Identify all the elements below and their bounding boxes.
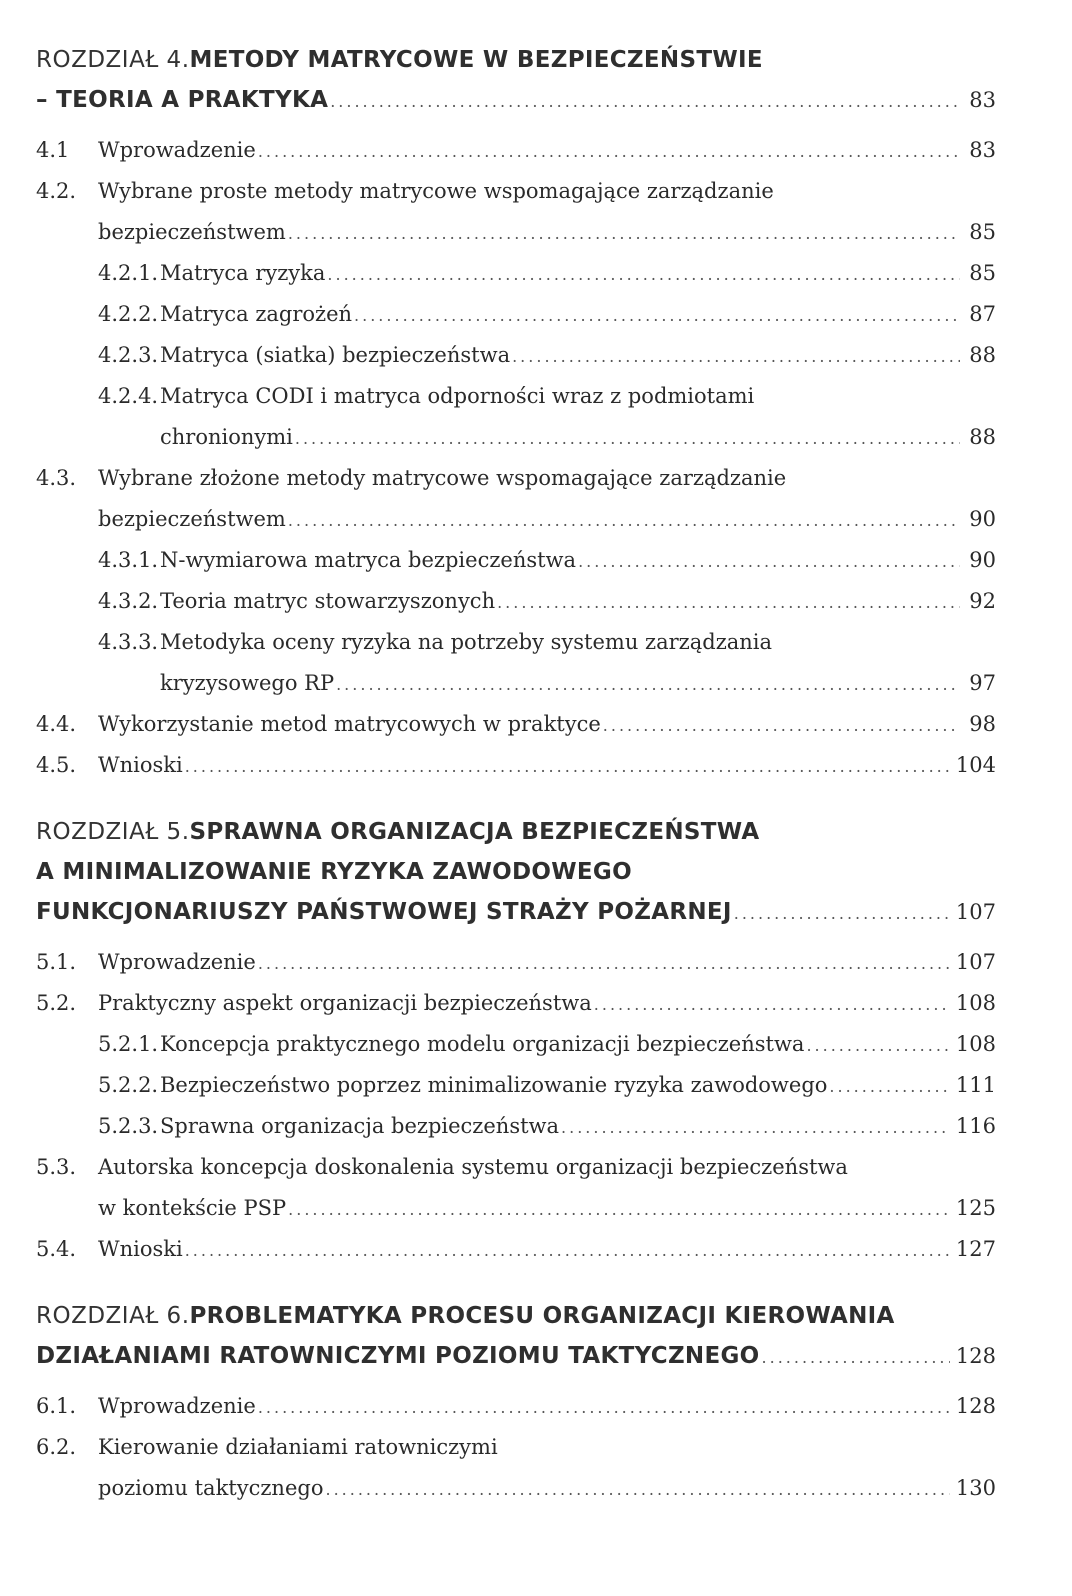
leader-dots — [295, 418, 960, 459]
leader-dots — [288, 213, 960, 254]
section-title: Matryca CODI i matryca odporności wraz z podmiotami — [160, 384, 755, 408]
section-number: 4.2.4. — [98, 384, 159, 408]
section-title: Sprawna organizacja bezpieczeństwa — [160, 1114, 560, 1138]
toc-entry — [36, 458, 996, 499]
section-number: 4.5. — [36, 753, 77, 777]
toc-entry — [36, 942, 996, 983]
toc-entry — [36, 417, 996, 458]
section-title: Wybrane złożone metody matrycowe wspomagające zarządzanie — [98, 466, 787, 490]
section-title: Wnioski — [98, 753, 183, 777]
leader-dots — [330, 82, 960, 122]
page-number: 98 — [969, 712, 996, 736]
leader-dots — [288, 1189, 950, 1230]
section-title: Wprowadzenie — [98, 950, 256, 974]
section-number: 4.2.2. — [98, 302, 159, 326]
leader-dots — [327, 254, 960, 295]
toc-entry — [36, 663, 996, 704]
chapter-section — [36, 812, 996, 1270]
leader-dots — [734, 894, 950, 934]
toc-entry — [36, 1065, 996, 1106]
section-number: 4.3.3. — [98, 630, 159, 654]
chapter-number: ROZDZIAŁ 5. — [36, 819, 190, 845]
chapter-section — [36, 40, 996, 786]
section-title: Kierowanie działaniami ratowniczymi — [98, 1435, 498, 1459]
section-number: 6.1. — [36, 1394, 77, 1418]
toc-entry — [36, 1427, 996, 1468]
chapter-title: PROBLEMATYKA PROCESU ORGANIZACJI KIEROWANIA — [189, 1303, 895, 1329]
chapter-title: FUNKCJONARIUSZY PAŃSTWOWEJ STRAŻY POŻARNEJ — [36, 899, 732, 925]
leader-dots — [578, 541, 960, 582]
section-number: 5.2.3. — [98, 1114, 159, 1138]
leader-dots — [497, 582, 960, 623]
toc-entry — [36, 294, 996, 335]
leader-dots — [354, 295, 960, 336]
section-title: Matryca ryzyka — [160, 261, 326, 285]
toc-entry — [36, 1147, 996, 1188]
page-number: 88 — [969, 425, 996, 449]
toc-entry — [36, 1386, 996, 1427]
chapter-heading-line — [36, 852, 996, 892]
section-number: 4.2. — [36, 179, 77, 203]
page-number: 88 — [969, 343, 996, 367]
section-number: 5.2.1. — [98, 1032, 159, 1056]
section-number: 5.1. — [36, 950, 77, 974]
page-number: 90 — [969, 507, 996, 531]
toc-entry — [36, 1106, 996, 1147]
section-title: kryzysowego RP — [160, 671, 335, 695]
page-number: 104 — [955, 753, 996, 777]
toc-entry — [36, 622, 996, 663]
section-title: Wybrane proste metody matrycowe wspomagające zarządzanie — [98, 179, 774, 203]
toc-entry — [36, 704, 996, 745]
toc-entry — [36, 171, 996, 212]
table-of-contents — [36, 40, 996, 1535]
page-number: 130 — [955, 1476, 996, 1500]
leader-dots — [762, 1338, 950, 1378]
section-number: 5.2.2. — [98, 1073, 159, 1097]
page-number: 85 — [969, 220, 996, 244]
chapter-title: – TEORIA A PRAKTYKA — [36, 87, 329, 113]
chapter-number: ROZDZIAŁ 4. — [36, 47, 190, 73]
section-title: Praktyczny aspekt organizacji bezpieczeństwa — [98, 991, 592, 1015]
section-title: Koncepcja praktycznego modelu organizacji bezpieczeństwa — [160, 1032, 805, 1056]
toc-entry — [36, 745, 996, 786]
leader-dots — [185, 746, 950, 787]
section-title: Autorska koncepcja doskonalenia systemu organizacji bezpieczeństwa — [98, 1155, 848, 1179]
section-title: bezpieczeństwem — [98, 220, 286, 244]
section-title: Wprowadzenie — [98, 138, 256, 162]
page-number: 83 — [969, 88, 996, 112]
section-number: 4.2.3. — [98, 343, 159, 367]
page-number: 125 — [955, 1196, 996, 1220]
chapter-heading-line — [36, 812, 996, 852]
section-number: 4.3.1. — [98, 548, 159, 572]
leader-dots — [829, 1066, 950, 1107]
section-title: Bezpieczeństwo poprzez minimalizowanie ryzyka zawodowego — [160, 1073, 828, 1097]
chapter-section — [36, 1296, 996, 1509]
section-number: 4.3.2. — [98, 589, 159, 613]
leader-dots — [806, 1025, 949, 1066]
section-title: Teoria matryc stowarzyszonych — [160, 589, 496, 613]
section-number: 4.2.1. — [98, 261, 159, 285]
page-number: 90 — [969, 548, 996, 572]
leader-dots — [288, 500, 960, 541]
page-number: 128 — [955, 1344, 996, 1368]
page-number: 108 — [955, 991, 996, 1015]
toc-entry — [36, 499, 996, 540]
section-number: 5.3. — [36, 1155, 77, 1179]
page-number: 127 — [955, 1237, 996, 1261]
section-title: N-wymiarowa matryca bezpieczeństwa — [160, 548, 577, 572]
leader-dots — [258, 131, 960, 172]
toc-entry — [36, 1468, 996, 1509]
section-title: Metodyka oceny ryzyka na potrzeby systemu zarządzania — [160, 630, 773, 654]
page-number: 128 — [955, 1394, 996, 1418]
leader-dots — [603, 705, 960, 746]
section-number: 5.2. — [36, 991, 77, 1015]
toc-entry — [36, 983, 996, 1024]
chapter-heading-line — [36, 80, 996, 120]
page-number: 107 — [955, 900, 996, 924]
page-number: 107 — [955, 950, 996, 974]
section-title: Matryca (siatka) bezpieczeństwa — [160, 343, 511, 367]
section-title: w kontekście PSP — [98, 1196, 287, 1220]
chapter-title: DZIAŁANIAMI RATOWNICZYMI POZIOMU TAKTYCZNEGO — [36, 1343, 760, 1369]
toc-entry — [36, 212, 996, 253]
page-number: 83 — [969, 138, 996, 162]
toc-entry — [36, 253, 996, 294]
leader-dots — [258, 1387, 950, 1428]
chapter-number: ROZDZIAŁ 6. — [36, 1303, 190, 1329]
leader-dots — [258, 943, 950, 984]
toc-entry — [36, 1188, 996, 1229]
chapter-heading-line — [36, 1296, 996, 1336]
chapter-heading-line — [36, 40, 996, 80]
leader-dots — [325, 1469, 949, 1510]
section-title: Matryca zagrożeń — [160, 302, 353, 326]
toc-entry — [36, 581, 996, 622]
page-number: 116 — [955, 1114, 996, 1138]
section-title: Wnioski — [98, 1237, 183, 1261]
page-number: 92 — [969, 589, 996, 613]
toc-entry — [36, 376, 996, 417]
toc-entry — [36, 335, 996, 376]
toc-entry — [36, 130, 996, 171]
chapter-title: A MINIMALIZOWANIE RYZYKA ZAWODOWEGO — [36, 859, 632, 885]
page-number: 87 — [969, 302, 996, 326]
chapter-title: METODY MATRYCOWE W BEZPIECZEŃSTWIE — [189, 47, 763, 73]
section-number: 4.4. — [36, 712, 77, 736]
toc-entry — [36, 1229, 996, 1270]
page-number: 85 — [969, 261, 996, 285]
section-number: 4.1 — [36, 138, 70, 162]
section-title: Wprowadzenie — [98, 1394, 256, 1418]
leader-dots — [336, 664, 960, 705]
section-title: chronionymi — [160, 425, 293, 449]
chapter-title: SPRAWNA ORGANIZACJA BEZPIECZEŃSTWA — [189, 819, 760, 845]
section-title: poziomu taktycznego — [98, 1476, 324, 1500]
toc-entry — [36, 1024, 996, 1065]
chapter-heading-line — [36, 1336, 996, 1376]
section-title: Wykorzystanie metod matrycowych w praktyce — [98, 712, 601, 736]
leader-dots — [185, 1230, 950, 1271]
chapter-heading-line — [36, 892, 996, 932]
leader-dots — [594, 984, 950, 1025]
leader-dots — [512, 336, 960, 377]
page-number: 111 — [955, 1073, 996, 1097]
toc-entry — [36, 540, 996, 581]
section-number: 6.2. — [36, 1435, 77, 1459]
leader-dots — [561, 1107, 950, 1148]
page-number: 97 — [969, 671, 996, 695]
page-number: 108 — [955, 1032, 996, 1056]
section-number: 5.4. — [36, 1237, 77, 1261]
section-number: 4.3. — [36, 466, 77, 490]
section-title: bezpieczeństwem — [98, 507, 286, 531]
